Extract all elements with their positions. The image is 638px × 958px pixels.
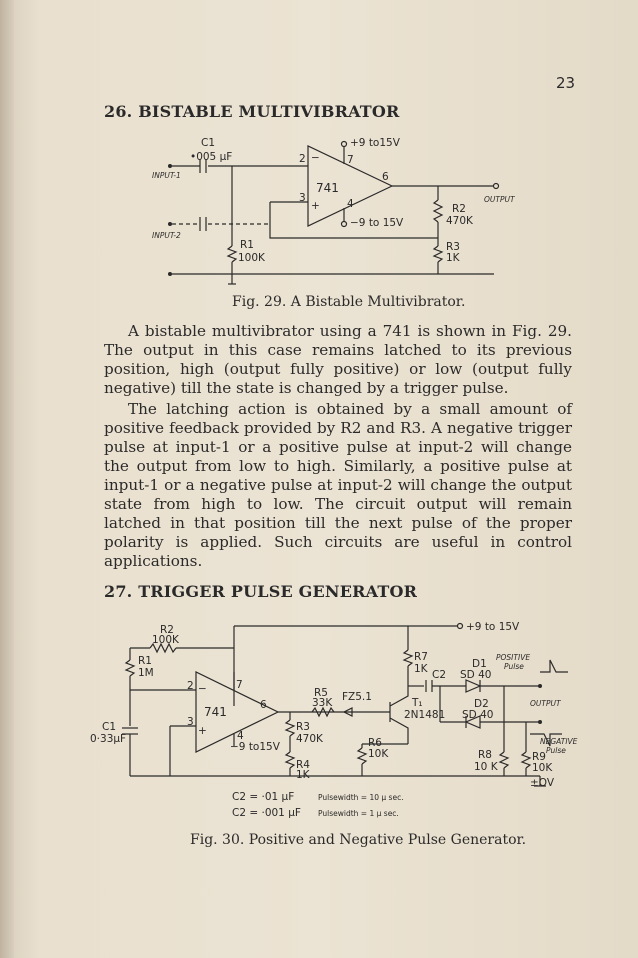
fig29-pin4: 4 [347, 198, 354, 210]
fig29-c1-value: •005 µF [190, 151, 233, 163]
fig29-output-label: OUTPUT [484, 195, 515, 204]
fig30-pin4: 4 [237, 730, 244, 742]
fig29-r3-value: 1K [446, 252, 460, 264]
fig30-vminus-label: −9 to15V [230, 741, 280, 753]
fig30-d1-value: SD 40 [460, 669, 492, 681]
section-27-heading: 27. TRIGGER PULSE GENERATOR [104, 582, 418, 601]
fig30-note2-p: Pulsewidth = 1 µ sec. [318, 809, 399, 818]
fig30-r3-value: 470K [296, 733, 323, 745]
fig30-note1-c: C2 = ·01 µF [232, 791, 295, 803]
fig30-minus: − [198, 683, 207, 695]
fig30-r1-label: R1 [138, 655, 152, 667]
fig30-r3-label: R3 [296, 721, 310, 733]
fig29-pin3: 3 [299, 192, 306, 204]
fig29-vplus-label: +9 to15V [350, 137, 400, 149]
fig30-r4-label: R4 [296, 759, 310, 771]
fig29-minus: − [311, 152, 320, 164]
fig29-input1-label: INPUT-1 [152, 171, 181, 180]
fig30-t1-value: 2N1481 [404, 709, 446, 721]
fig30-r5-label: R5 [314, 687, 328, 699]
fig30-r6-value: 10K [368, 748, 389, 760]
paragraph-1: A bistable multivibrator using a 741 is shown in Fig. 29. The output in this case remains latched to its previous position, high (output fully positive) or low (output fully negative) till the state is changed by a trigger pulse. [104, 322, 572, 397]
fig29-input2-label: INPUT-2 [152, 231, 181, 240]
fig30-r5-value: 33K [312, 697, 333, 709]
section-26-heading: 26. BISTABLE MULTIVIBRATOR [104, 102, 400, 121]
fig30-r2-value: 100K [152, 634, 179, 646]
fig29-c1-label: C1 [201, 137, 216, 149]
fig30-zener-label: FZ5.1 [342, 691, 372, 703]
fig30-r7-value: 1K [414, 663, 428, 675]
fig30-negative-pulse: Pulse [546, 746, 566, 755]
fig29-pin6: 6 [382, 171, 389, 183]
fig30-plus: + [198, 725, 207, 737]
fig29-plus: + [311, 200, 320, 212]
fig30-pin6: 6 [260, 699, 267, 711]
fig29-r2-label: R2 [452, 203, 466, 215]
fig30-t1-label: T₁ [412, 697, 423, 709]
fig30-pin2: 2 [187, 680, 194, 692]
fig30-d2-value: SD 40 [462, 709, 494, 721]
fig29-r2-value: 470K [446, 215, 473, 227]
fig30-ground-label: ±OV [530, 777, 555, 789]
fig30-pin7: 7 [236, 679, 243, 691]
fig30-c1-value: 0·33µF [90, 733, 127, 745]
fig30-note2-c: C2 = ·001 µF [232, 807, 301, 819]
fig30-c2-label: C2 [432, 669, 447, 681]
fig29-caption: Fig. 29. A Bistable Multivibrator. [232, 294, 466, 310]
fig30-r8-value: 10 K [474, 761, 498, 773]
fig30-note1-p: Pulsewidth = 10 µ sec. [318, 793, 404, 802]
fig30-negative-label: NEGATIVE [540, 737, 578, 746]
fig30-r6-label: R6 [368, 737, 382, 749]
fig30-positive-pulse: Pulse [504, 662, 524, 671]
fig29-opamp-label: 741 [316, 181, 339, 195]
fig30-opamp-label: 741 [204, 705, 227, 719]
fig30-r7-label: R7 [414, 651, 428, 663]
fig30-r9-label: R9 [532, 751, 546, 763]
fig29-vminus-label: −9 to 15V [350, 217, 404, 229]
fig30-positive-label: POSITIVE [496, 653, 531, 662]
fig30-c1-label: C1 [102, 721, 117, 733]
fig30-r8-label: R8 [478, 749, 492, 761]
fig30-caption: Fig. 30. Positive and Negative Pulse Generator. [190, 832, 527, 848]
fig30-output-label: OUTPUT [530, 699, 561, 708]
fig29-r1-value: 100K [238, 252, 265, 264]
fig30-vplus-label: +9 to 15V [466, 621, 520, 633]
fig30-d1-label: D1 [472, 658, 487, 670]
paragraph-2: The latching action is obtained by a small amount of positive feedback provided by R2 and R3. A negative trigger pulse at input-1 or a positive pulse at input-2 will change the output from low to high. Similarly, a positive pulse at input-1 or a negative pulse at input-2 will change the output state from high to low. The circuit output will remain latched in that position till the next pulse of the proper polarity is applied. Such circuits are useful in control applications. [104, 400, 572, 570]
fig30-r2-label: R2 [160, 624, 174, 636]
fig29-r1-label: R1 [240, 239, 254, 251]
fig30-pin3: 3 [187, 716, 194, 728]
fig29-pin2: 2 [299, 153, 306, 165]
fig30-r4-value: 1K [296, 769, 310, 781]
fig30-r1-value: 1M [138, 667, 154, 679]
fig30-r9-value: 10K [532, 762, 553, 774]
positive-pulse-icon [540, 660, 568, 672]
fig30-d2-label: D2 [474, 698, 489, 710]
fig29-r3-label: R3 [446, 241, 460, 253]
page-number: 23 [556, 74, 576, 92]
fig29-pin7: 7 [347, 154, 354, 166]
